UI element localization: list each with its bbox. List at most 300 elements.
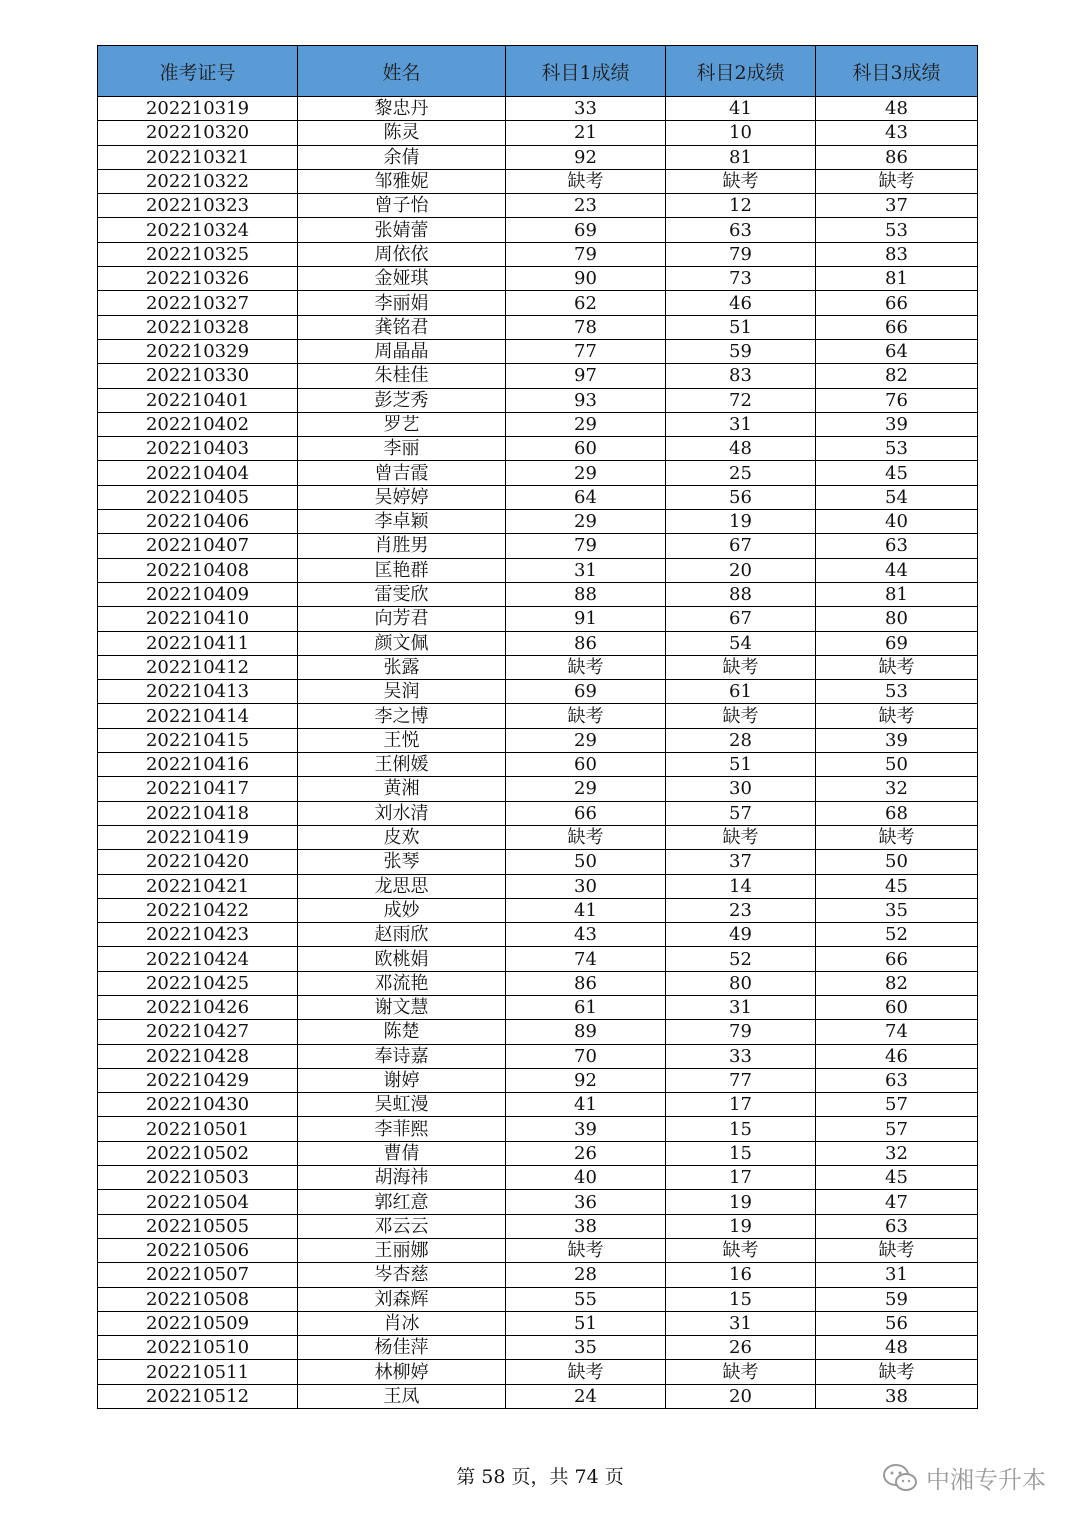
cell-subject2-score: 19: [666, 1214, 816, 1238]
cell-subject1-score: 62: [506, 291, 666, 315]
table-row: [98, 1020, 978, 1044]
cell-subject1-score: 41: [506, 898, 666, 922]
cell-exam-id: 202210414: [98, 704, 298, 728]
cell-subject3-score: 37: [816, 194, 978, 218]
cell-subject1-score: 50: [506, 850, 666, 874]
table-row: [98, 558, 978, 582]
cell-subject1-score: 70: [506, 1044, 666, 1068]
table-row: [98, 923, 978, 947]
cell-exam-id: 202210330: [98, 364, 298, 388]
table-body: [98, 97, 978, 1409]
cell-subject1-score: 38: [506, 1214, 666, 1238]
cell-name: 李菲熙: [298, 1117, 506, 1141]
table-row: [98, 1238, 978, 1262]
cell-name: 黄湘: [298, 777, 506, 801]
cell-exam-id: 202210429: [98, 1068, 298, 1092]
cell-subject2-score: 49: [666, 923, 816, 947]
cell-name: 吴润: [298, 680, 506, 704]
cell-subject2-score: 52: [666, 947, 816, 971]
cell-subject1-score: 29: [506, 728, 666, 752]
cell-exam-id: 202210421: [98, 874, 298, 898]
cell-exam-id: 202210508: [98, 1287, 298, 1311]
table-row: [98, 728, 978, 752]
header-exam-id: 准考证号: [98, 46, 298, 97]
cell-subject2-score: 57: [666, 801, 816, 825]
cell-name: 余倩: [298, 145, 506, 169]
cell-name: 刘森辉: [298, 1287, 506, 1311]
table-row: [98, 898, 978, 922]
cell-subject3-score: 53: [816, 218, 978, 242]
cell-name: 邓云云: [298, 1214, 506, 1238]
cell-subject3-score: 74: [816, 1020, 978, 1044]
cell-subject2-score: 46: [666, 291, 816, 315]
cell-subject2-score: 61: [666, 680, 816, 704]
cell-subject2-score: 缺考: [666, 1238, 816, 1262]
watermark-text: 中湘专升本: [926, 1466, 1046, 1494]
cell-subject1-score: 29: [506, 461, 666, 485]
cell-subject2-score: 33: [666, 1044, 816, 1068]
cell-subject2-score: 54: [666, 631, 816, 655]
cell-name: 彭芝秀: [298, 388, 506, 412]
cell-subject1-score: 69: [506, 218, 666, 242]
cell-exam-id: 202210326: [98, 267, 298, 291]
cell-exam-id: 202210321: [98, 145, 298, 169]
cell-subject3-score: 48: [816, 97, 978, 121]
table-row: [98, 850, 978, 874]
table-row: [98, 631, 978, 655]
table-row: [98, 801, 978, 825]
cell-exam-id: 202210504: [98, 1190, 298, 1214]
cell-subject3-score: 66: [816, 315, 978, 339]
cell-subject3-score: 52: [816, 923, 978, 947]
cell-subject2-score: 31: [666, 412, 816, 436]
cell-subject3-score: 45: [816, 1166, 978, 1190]
cell-subject3-score: 66: [816, 947, 978, 971]
table-row: [98, 1141, 978, 1165]
table-row: [98, 947, 978, 971]
cell-subject2-score: 20: [666, 558, 816, 582]
cell-exam-id: 202210320: [98, 121, 298, 145]
cell-exam-id: 202210416: [98, 753, 298, 777]
cell-subject1-score: 92: [506, 145, 666, 169]
table-row: [98, 1044, 978, 1068]
table-row: [98, 995, 978, 1019]
cell-exam-id: 202210424: [98, 947, 298, 971]
cell-subject1-score: 35: [506, 1336, 666, 1360]
cell-exam-id: 202210506: [98, 1238, 298, 1262]
cell-subject2-score: 缺考: [666, 1360, 816, 1384]
table-row: [98, 1166, 978, 1190]
cell-subject3-score: 39: [816, 728, 978, 752]
cell-name: 吴婷婷: [298, 485, 506, 509]
cell-subject1-score: 缺考: [506, 704, 666, 728]
cell-exam-id: 202210419: [98, 825, 298, 849]
cell-subject3-score: 54: [816, 485, 978, 509]
cell-subject2-score: 77: [666, 1068, 816, 1092]
cell-exam-id: 202210322: [98, 169, 298, 193]
cell-name: 林柳婷: [298, 1360, 506, 1384]
cell-subject3-score: 32: [816, 777, 978, 801]
cell-exam-id: 202210427: [98, 1020, 298, 1044]
cell-name: 曾子怡: [298, 194, 506, 218]
cell-subject1-score: 39: [506, 1117, 666, 1141]
cell-subject3-score: 59: [816, 1287, 978, 1311]
cell-name: 朱桂佳: [298, 364, 506, 388]
cell-subject1-score: 28: [506, 1263, 666, 1287]
cell-subject2-score: 12: [666, 194, 816, 218]
cell-subject3-score: 缺考: [816, 655, 978, 679]
cell-exam-id: 202210430: [98, 1093, 298, 1117]
cell-subject1-score: 23: [506, 194, 666, 218]
cell-name: 刘水清: [298, 801, 506, 825]
table-row: [98, 874, 978, 898]
cell-exam-id: 202210324: [98, 218, 298, 242]
table-row: [98, 145, 978, 169]
cell-subject2-score: 23: [666, 898, 816, 922]
cell-subject2-score: 31: [666, 1311, 816, 1335]
cell-subject2-score: 88: [666, 582, 816, 606]
cell-exam-id: 202210327: [98, 291, 298, 315]
cell-subject2-score: 80: [666, 971, 816, 995]
cell-name: 胡海祎: [298, 1166, 506, 1190]
cell-name: 王凤: [298, 1384, 506, 1408]
cell-subject3-score: 缺考: [816, 169, 978, 193]
cell-name: 邹雅妮: [298, 169, 506, 193]
cell-exam-id: 202210319: [98, 97, 298, 121]
cell-name: 金娅琪: [298, 267, 506, 291]
cell-subject3-score: 53: [816, 680, 978, 704]
cell-name: 张琴: [298, 850, 506, 874]
cell-name: 张露: [298, 655, 506, 679]
table-row: [98, 704, 978, 728]
table-row: [98, 1068, 978, 1092]
cell-subject1-score: 55: [506, 1287, 666, 1311]
cell-subject1-score: 64: [506, 485, 666, 509]
cell-subject3-score: 66: [816, 291, 978, 315]
cell-subject2-score: 79: [666, 1020, 816, 1044]
cell-exam-id: 202210403: [98, 437, 298, 461]
cell-subject3-score: 50: [816, 753, 978, 777]
cell-subject3-score: 47: [816, 1190, 978, 1214]
cell-subject1-score: 24: [506, 1384, 666, 1408]
cell-exam-id: 202210512: [98, 1384, 298, 1408]
table-row: [98, 461, 978, 485]
cell-exam-id: 202210510: [98, 1336, 298, 1360]
cell-name: 李丽娟: [298, 291, 506, 315]
cell-subject2-score: 缺考: [666, 169, 816, 193]
cell-subject2-score: 10: [666, 121, 816, 145]
cell-subject2-score: 30: [666, 777, 816, 801]
cell-subject3-score: 45: [816, 461, 978, 485]
cell-subject3-score: 69: [816, 631, 978, 655]
table-row: [98, 534, 978, 558]
cell-subject3-score: 60: [816, 995, 978, 1019]
cell-subject2-score: 19: [666, 1190, 816, 1214]
cell-subject2-score: 缺考: [666, 825, 816, 849]
table-row: [98, 339, 978, 363]
cell-subject2-score: 25: [666, 461, 816, 485]
cell-name: 向芳君: [298, 607, 506, 631]
table-row: [98, 194, 978, 218]
cell-subject3-score: 43: [816, 121, 978, 145]
cell-subject3-score: 68: [816, 801, 978, 825]
cell-subject1-score: 30: [506, 874, 666, 898]
cell-name: 岑杏慈: [298, 1263, 506, 1287]
cell-name: 李丽: [298, 437, 506, 461]
cell-subject3-score: 83: [816, 242, 978, 266]
cell-subject1-score: 31: [506, 558, 666, 582]
cell-subject1-score: 29: [506, 510, 666, 534]
cell-name: 曾吉霞: [298, 461, 506, 485]
cell-exam-id: 202210325: [98, 242, 298, 266]
table-row: [98, 582, 978, 606]
cell-subject3-score: 57: [816, 1117, 978, 1141]
cell-subject3-score: 31: [816, 1263, 978, 1287]
cell-subject3-score: 缺考: [816, 825, 978, 849]
table-row: [98, 291, 978, 315]
cell-subject2-score: 37: [666, 850, 816, 874]
cell-name: 陈楚: [298, 1020, 506, 1044]
cell-subject3-score: 63: [816, 1068, 978, 1092]
cell-subject2-score: 28: [666, 728, 816, 752]
cell-name: 谢婷: [298, 1068, 506, 1092]
cell-subject1-score: 66: [506, 801, 666, 825]
cell-subject1-score: 93: [506, 388, 666, 412]
table-row: [98, 485, 978, 509]
cell-subject3-score: 82: [816, 971, 978, 995]
cell-subject1-score: 86: [506, 631, 666, 655]
cell-name: 奉诗嘉: [298, 1044, 506, 1068]
cell-subject2-score: 15: [666, 1117, 816, 1141]
cell-subject1-score: 91: [506, 607, 666, 631]
cell-subject2-score: 67: [666, 607, 816, 631]
cell-subject3-score: 63: [816, 1214, 978, 1238]
cell-name: 郭红意: [298, 1190, 506, 1214]
table-row: [98, 364, 978, 388]
cell-subject3-score: 40: [816, 510, 978, 534]
cell-subject1-score: 92: [506, 1068, 666, 1092]
header-subject2-score: 科目2成绩: [666, 46, 816, 97]
cell-exam-id: 202210410: [98, 607, 298, 631]
cell-exam-id: 202210401: [98, 388, 298, 412]
cell-name: 吴虹漫: [298, 1093, 506, 1117]
table-row: [98, 267, 978, 291]
cell-exam-id: 202210402: [98, 412, 298, 436]
cell-subject2-score: 83: [666, 364, 816, 388]
table-row: [98, 242, 978, 266]
cell-subject1-score: 61: [506, 995, 666, 1019]
table-row: [98, 437, 978, 461]
cell-exam-id: 202210425: [98, 971, 298, 995]
table-row: [98, 680, 978, 704]
cell-subject3-score: 45: [816, 874, 978, 898]
table-row: [98, 655, 978, 679]
cell-exam-id: 202210418: [98, 801, 298, 825]
cell-name: 匡艳群: [298, 558, 506, 582]
cell-subject2-score: 51: [666, 753, 816, 777]
cell-subject2-score: 15: [666, 1141, 816, 1165]
watermark: [882, 1460, 1046, 1495]
table-row: [98, 1263, 978, 1287]
cell-subject3-score: 48: [816, 1336, 978, 1360]
cell-subject2-score: 56: [666, 485, 816, 509]
cell-subject1-score: 77: [506, 339, 666, 363]
table-row: [98, 97, 978, 121]
cell-name: 杨佳萍: [298, 1336, 506, 1360]
cell-name: 张婧蕾: [298, 218, 506, 242]
cell-exam-id: 202210426: [98, 995, 298, 1019]
cell-subject1-score: 51: [506, 1311, 666, 1335]
cell-exam-id: 202210511: [98, 1360, 298, 1384]
cell-subject3-score: 80: [816, 607, 978, 631]
cell-subject3-score: 57: [816, 1093, 978, 1117]
cell-subject2-score: 67: [666, 534, 816, 558]
header-name: 姓名: [298, 46, 506, 97]
cell-subject2-score: 31: [666, 995, 816, 1019]
cell-subject3-score: 81: [816, 582, 978, 606]
cell-subject3-score: 56: [816, 1311, 978, 1335]
cell-subject2-score: 41: [666, 97, 816, 121]
cell-subject1-score: 78: [506, 315, 666, 339]
wechat-icon: [882, 1463, 918, 1493]
cell-exam-id: 202210509: [98, 1311, 298, 1335]
cell-subject2-score: 73: [666, 267, 816, 291]
cell-subject1-score: 89: [506, 1020, 666, 1044]
cell-subject3-score: 82: [816, 364, 978, 388]
header-subject1-score: 科目1成绩: [506, 46, 666, 97]
cell-subject2-score: 81: [666, 145, 816, 169]
cell-name: 曹倩: [298, 1141, 506, 1165]
scores-table: [97, 45, 978, 1409]
cell-name: 皮欢: [298, 825, 506, 849]
cell-subject1-score: 40: [506, 1166, 666, 1190]
cell-name: 雷雯欣: [298, 582, 506, 606]
cell-subject2-score: 63: [666, 218, 816, 242]
cell-subject1-score: 缺考: [506, 825, 666, 849]
table-row: [98, 1360, 978, 1384]
table-row: [98, 825, 978, 849]
cell-subject2-score: 79: [666, 242, 816, 266]
cell-exam-id: 202210323: [98, 194, 298, 218]
cell-subject2-score: 51: [666, 315, 816, 339]
cell-subject3-score: 38: [816, 1384, 978, 1408]
cell-exam-id: 202210428: [98, 1044, 298, 1068]
table-row: [98, 1093, 978, 1117]
cell-name: 成妙: [298, 898, 506, 922]
cell-exam-id: 202210412: [98, 655, 298, 679]
cell-name: 罗艺: [298, 412, 506, 436]
cell-subject1-score: 41: [506, 1093, 666, 1117]
cell-name: 颜文佩: [298, 631, 506, 655]
cell-exam-id: 202210329: [98, 339, 298, 363]
cell-subject3-score: 76: [816, 388, 978, 412]
cell-name: 王悦: [298, 728, 506, 752]
cell-exam-id: 202210413: [98, 680, 298, 704]
cell-exam-id: 202210409: [98, 582, 298, 606]
cell-name: 龙思思: [298, 874, 506, 898]
cell-subject3-score: 32: [816, 1141, 978, 1165]
cell-name: 邓流艳: [298, 971, 506, 995]
cell-subject3-score: 64: [816, 339, 978, 363]
cell-subject1-score: 缺考: [506, 1360, 666, 1384]
table-row: [98, 1287, 978, 1311]
cell-subject2-score: 16: [666, 1263, 816, 1287]
table-row: [98, 412, 978, 436]
page-number: 第 58 页，共 74 页: [456, 1466, 624, 1488]
cell-subject1-score: 74: [506, 947, 666, 971]
cell-subject3-score: 86: [816, 145, 978, 169]
cell-exam-id: 202210405: [98, 485, 298, 509]
cell-subject1-score: 86: [506, 971, 666, 995]
cell-subject1-score: 缺考: [506, 655, 666, 679]
cell-subject2-score: 缺考: [666, 655, 816, 679]
cell-subject3-score: 53: [816, 437, 978, 461]
cell-exam-id: 202210404: [98, 461, 298, 485]
table-row: [98, 777, 978, 801]
cell-exam-id: 202210328: [98, 315, 298, 339]
cell-exam-id: 202210408: [98, 558, 298, 582]
cell-name: 龚铭君: [298, 315, 506, 339]
cell-subject1-score: 33: [506, 97, 666, 121]
table-row: [98, 218, 978, 242]
cell-subject1-score: 36: [506, 1190, 666, 1214]
cell-exam-id: 202210423: [98, 923, 298, 947]
cell-subject1-score: 79: [506, 242, 666, 266]
cell-exam-id: 202210507: [98, 1263, 298, 1287]
cell-name: 谢文慧: [298, 995, 506, 1019]
cell-name: 周晶晶: [298, 339, 506, 363]
cell-subject1-score: 29: [506, 412, 666, 436]
table-header-row: [98, 46, 978, 97]
cell-subject1-score: 21: [506, 121, 666, 145]
table-row: [98, 607, 978, 631]
cell-name: 王丽娜: [298, 1238, 506, 1262]
cell-subject3-score: 39: [816, 412, 978, 436]
cell-exam-id: 202210417: [98, 777, 298, 801]
cell-exam-id: 202210420: [98, 850, 298, 874]
cell-subject2-score: 19: [666, 510, 816, 534]
cell-subject1-score: 88: [506, 582, 666, 606]
cell-name: 李之博: [298, 704, 506, 728]
cell-subject3-score: 缺考: [816, 704, 978, 728]
cell-name: 欧桃娟: [298, 947, 506, 971]
cell-subject1-score: 69: [506, 680, 666, 704]
cell-exam-id: 202210505: [98, 1214, 298, 1238]
cell-name: 陈灵: [298, 121, 506, 145]
cell-exam-id: 202210407: [98, 534, 298, 558]
cell-subject2-score: 缺考: [666, 704, 816, 728]
cell-subject1-score: 缺考: [506, 1238, 666, 1262]
cell-subject2-score: 17: [666, 1093, 816, 1117]
cell-subject1-score: 缺考: [506, 169, 666, 193]
cell-subject2-score: 72: [666, 388, 816, 412]
cell-subject3-score: 81: [816, 267, 978, 291]
cell-subject1-score: 60: [506, 437, 666, 461]
table-row: [98, 1311, 978, 1335]
cell-subject1-score: 97: [506, 364, 666, 388]
cell-exam-id: 202210411: [98, 631, 298, 655]
cell-name: 李卓颖: [298, 510, 506, 534]
cell-name: 赵雨欣: [298, 923, 506, 947]
cell-exam-id: 202210502: [98, 1141, 298, 1165]
table-row: [98, 315, 978, 339]
cell-name: 周依依: [298, 242, 506, 266]
cell-subject3-score: 缺考: [816, 1238, 978, 1262]
cell-subject3-score: 63: [816, 534, 978, 558]
header-subject3-score: 科目3成绩: [816, 46, 978, 97]
cell-subject1-score: 43: [506, 923, 666, 947]
cell-subject1-score: 90: [506, 267, 666, 291]
